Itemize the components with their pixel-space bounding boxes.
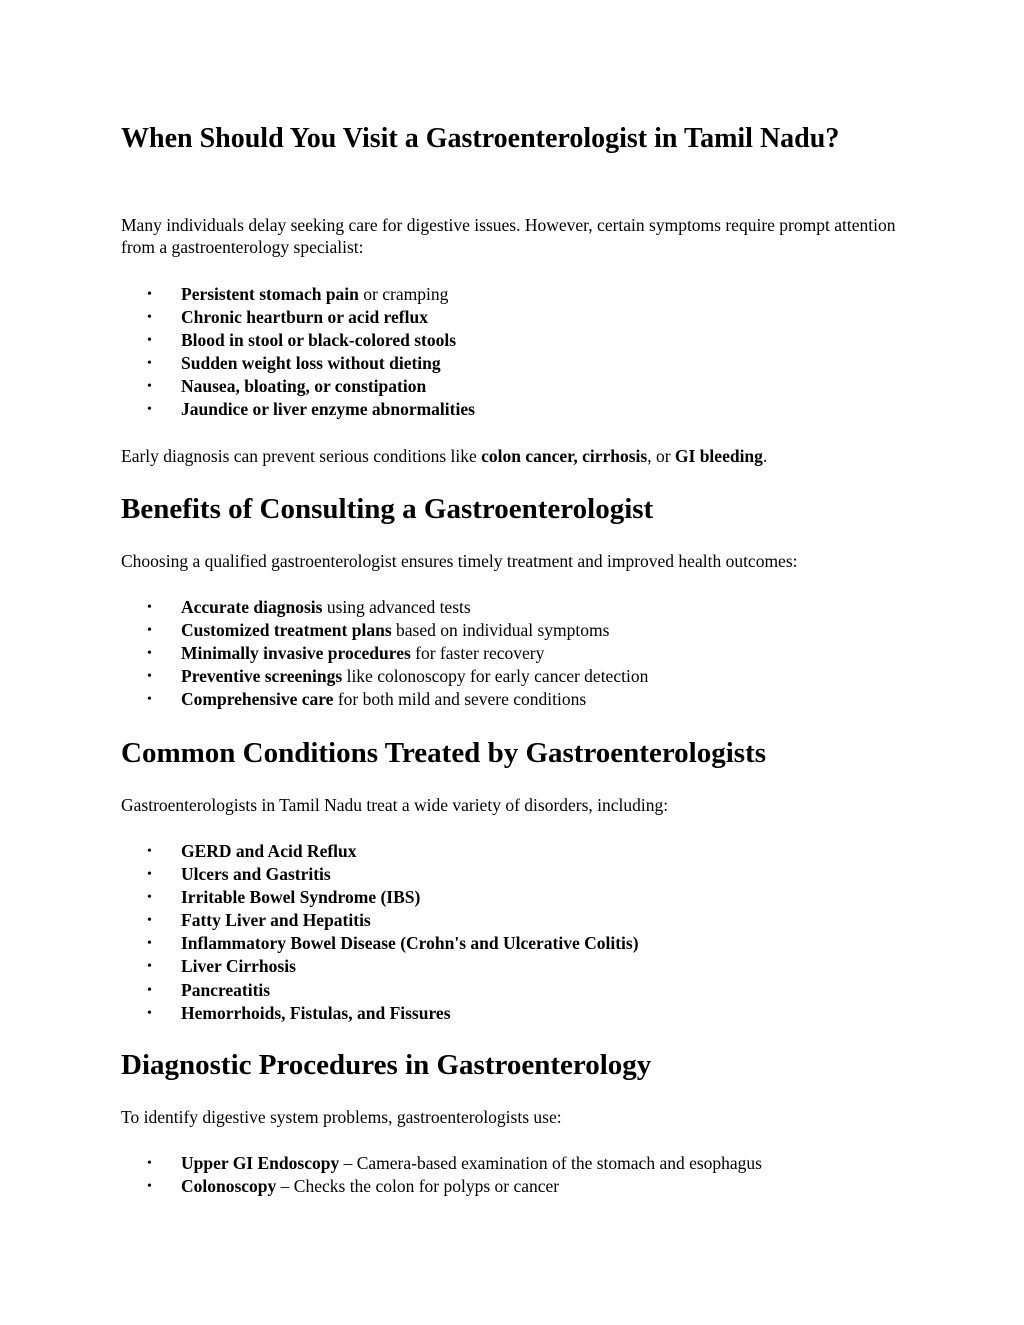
bullet-icon: • bbox=[147, 936, 152, 952]
list-item-bold: Minimally invasive procedures bbox=[181, 643, 411, 664]
list-item-text: based on individual symptoms bbox=[391, 620, 610, 641]
list-item-bold: Accurate diagnosis bbox=[181, 597, 323, 617]
list-item-bold: GERD and Acid Reflux bbox=[181, 841, 357, 861]
list-item-text: like colonoscopy for early cancer detection bbox=[342, 666, 649, 687]
benefits-list bbox=[121, 596, 921, 711]
list-item-bold: Comprehensive care bbox=[181, 689, 334, 710]
list-item-text: or cramping bbox=[358, 284, 449, 304]
bullet-icon: • bbox=[147, 1156, 152, 1171]
list-item bbox=[121, 306, 921, 329]
bullet-icon: • bbox=[147, 844, 152, 859]
bullet-icon: • bbox=[147, 287, 152, 302]
bullet-icon: • bbox=[147, 669, 152, 685]
list-item-bold: Inflammatory Bowel Disease (Crohn's and Ulcerative Colitis) bbox=[181, 933, 639, 954]
bullet-icon: • bbox=[147, 959, 152, 975]
list-item bbox=[121, 909, 921, 932]
list-item-bold: Irritable Bowel Syndrome (IBS) bbox=[181, 887, 421, 908]
list-item-bold: Preventive screenings bbox=[181, 666, 343, 687]
outro-text: , or bbox=[647, 446, 675, 466]
section-outro-when-to-visit bbox=[121, 445, 921, 467]
section-heading-diagnostics: Diagnostic Procedures in Gastroenterology bbox=[121, 1049, 652, 1081]
list-item bbox=[121, 1002, 921, 1025]
bullet-icon: • bbox=[147, 890, 152, 906]
list-item bbox=[121, 352, 921, 375]
list-item bbox=[121, 932, 921, 955]
section-intro-conditions: Gastroenterologists in Tamil Nadu treat a wide variety of disorders, including: bbox=[121, 795, 669, 815]
list-item bbox=[121, 840, 921, 863]
conditions-list bbox=[121, 840, 921, 1025]
list-item bbox=[121, 665, 921, 688]
list-item-bold: Pancreatitis bbox=[181, 979, 271, 1000]
list-item-bold: Ulcers and Gastritis bbox=[181, 864, 331, 885]
list-item-bold: Customized treatment plans bbox=[181, 620, 392, 641]
list-item-text: – Camera-based examination of the stomach and esophagus bbox=[339, 1153, 762, 1173]
list-item-text: using advanced tests bbox=[322, 597, 471, 617]
diagnostics-list bbox=[121, 1152, 921, 1198]
bullet-icon: • bbox=[147, 310, 152, 326]
list-item-bold: Colonoscopy bbox=[181, 1176, 277, 1197]
outro-text: . bbox=[762, 446, 768, 466]
bullet-icon: • bbox=[147, 646, 152, 662]
bullet-icon: • bbox=[147, 1179, 152, 1195]
section-heading-conditions: Common Conditions Treated by Gastroenterologists bbox=[121, 737, 767, 769]
list-item bbox=[121, 688, 921, 711]
bullet-icon: • bbox=[147, 692, 152, 708]
list-item-bold: Chronic heartburn or acid reflux bbox=[181, 307, 428, 328]
bullet-icon: • bbox=[147, 333, 152, 349]
section-intro-diagnostics: To identify digestive system problems, gastroenterologists use: bbox=[121, 1107, 562, 1127]
list-item bbox=[121, 283, 921, 306]
list-item bbox=[121, 596, 921, 619]
bullet-icon: • bbox=[147, 402, 152, 418]
list-item bbox=[121, 375, 921, 398]
section-heading-benefits: Benefits of Consulting a Gastroenterologist bbox=[121, 493, 654, 525]
bullet-icon: • bbox=[147, 379, 152, 395]
bullet-icon: • bbox=[147, 913, 152, 929]
outro-bold: colon cancer, cirrhosis bbox=[481, 446, 648, 466]
list-item-bold: Sudden weight loss without dieting bbox=[181, 353, 441, 374]
bullet-icon: • bbox=[147, 867, 152, 883]
symptom-list bbox=[121, 283, 921, 422]
list-item bbox=[121, 863, 921, 886]
list-item bbox=[121, 1152, 921, 1175]
list-item-bold: Upper GI Endoscopy bbox=[181, 1153, 340, 1173]
list-item-bold: Persistent stomach pain bbox=[181, 284, 359, 304]
list-item bbox=[121, 955, 921, 978]
bullet-icon: • bbox=[147, 982, 152, 998]
outro-text: Early diagnosis can prevent serious conditions like bbox=[121, 446, 482, 466]
list-item-bold: Hemorrhoids, Fistulas, and Fissures bbox=[181, 1002, 451, 1023]
section-heading-when-to-visit: When Should You Visit a Gastroenterologist in Tamil Nadu? bbox=[121, 123, 840, 154]
list-item-text: for both mild and severe conditions bbox=[333, 689, 587, 710]
list-item-bold: Jaundice or liver enzyme abnormalities bbox=[181, 399, 475, 420]
list-item bbox=[121, 329, 921, 352]
list-item bbox=[121, 1175, 921, 1198]
section-intro-when-to-visit: Many individuals delay seeking care for digestive issues. However, certain symptoms require prompt attention from a gastroenterology specialist: bbox=[121, 215, 896, 257]
list-item-bold: Liver Cirrhosis bbox=[181, 956, 296, 977]
bullet-icon: • bbox=[147, 600, 152, 615]
list-item-text: for faster recovery bbox=[410, 643, 545, 664]
bullet-icon: • bbox=[147, 356, 152, 372]
list-item-bold: Nausea, bloating, or constipation bbox=[181, 376, 427, 397]
list-item bbox=[121, 619, 921, 642]
list-item bbox=[121, 398, 921, 421]
list-item bbox=[121, 979, 921, 1002]
bullet-icon: • bbox=[147, 1005, 152, 1021]
list-item-bold: Fatty Liver and Hepatitis bbox=[181, 910, 371, 931]
bullet-icon: • bbox=[147, 623, 152, 639]
outro-bold: GI bleeding bbox=[674, 446, 763, 466]
list-item bbox=[121, 886, 921, 909]
list-item-text: – Checks the colon for polyps or cancer bbox=[276, 1176, 560, 1197]
list-item bbox=[121, 642, 921, 665]
list-item-bold: Blood in stool or black-colored stools bbox=[181, 330, 457, 351]
section-intro-benefits: Choosing a qualified gastroenterologist ensures timely treatment and improved health outcomes: bbox=[121, 551, 798, 571]
